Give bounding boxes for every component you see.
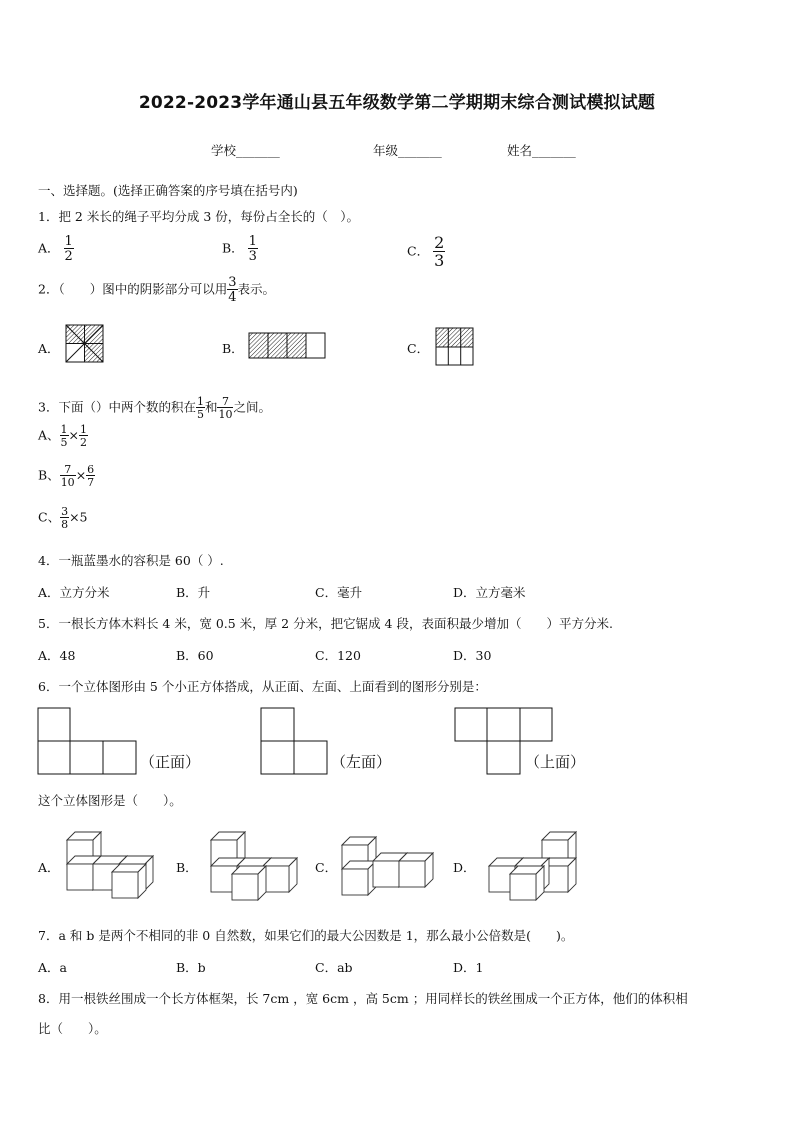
q4-stem: 4．一瓶蓝墨水的容积是 60（ ）. — [38, 553, 224, 568]
option-label: B． — [222, 240, 244, 256]
fraction: $\frac{1}{2}$ — [64, 234, 73, 264]
q7-option-a: A．a — [38, 960, 67, 975]
option-label: C、 — [38, 509, 61, 525]
q5-stem: 5．一根长方体木料长 4 米，宽 0.5 米，厚 2 分米，把它锯成 4 段，表面积最少增加（ ）平方分米. — [38, 616, 613, 631]
operator: ×5 — [69, 509, 88, 525]
q5-option-d: D．30 — [453, 648, 492, 663]
q2-stem-text-end: 表示。 — [237, 281, 276, 297]
q2-option-a-label: A． — [38, 341, 60, 356]
q6-option-d-figure — [489, 832, 576, 900]
q2-option-b-label: B． — [222, 341, 244, 356]
q3-stem-text-end: 之间。 — [233, 399, 271, 415]
q4-option-b: B．升 — [176, 585, 211, 600]
fraction: $\frac{2}{3}$ — [434, 233, 445, 270]
q3-stem-and: 和 — [204, 399, 218, 415]
q6-option-a-figure — [67, 832, 153, 898]
q3-stem-text: 3．下面（）中两个数的积在 — [38, 399, 196, 415]
operator: × — [68, 427, 80, 443]
top-view-label: （上面） — [525, 753, 586, 771]
fraction: $\frac{1}{3}$ — [248, 234, 257, 264]
fraction: $\frac{1}{2}$ — [80, 423, 88, 449]
operator: × — [75, 467, 87, 483]
fraction: $\frac{7}{10}$ — [60, 463, 75, 489]
q7-option-d: D．1 — [453, 960, 484, 975]
q6-option-c-label: C． — [315, 860, 338, 875]
name-field: 姓名_______ — [507, 143, 576, 158]
q7-stem: 7．a 和 b 是两个不相同的非 0 自然数，如果它们的最大公因数是 1，那么最小公倍数是( )。 — [38, 928, 574, 943]
q2-stem-text: 2．（ ）图中的阴影部分可以用 — [38, 281, 228, 297]
q7-option-b: B．b — [176, 960, 206, 975]
q6-option-c-figure — [342, 837, 433, 895]
school-field: 学校_______ — [211, 143, 280, 158]
fraction: $\frac{3}{4}$ — [228, 275, 237, 305]
option-label: B、 — [38, 467, 60, 483]
page-title: 2022-2023学年通山县五年级数学第二学期期末综合测试模拟试题 — [138, 93, 656, 113]
q2-option-c-label: C． — [407, 341, 430, 356]
option-label: C． — [407, 243, 430, 259]
q5-option-b: B．60 — [176, 648, 214, 663]
q6-option-d-label: D． — [453, 860, 476, 875]
left-view-label: （左面） — [331, 753, 392, 771]
fraction: $\frac{3}{8}$ — [61, 505, 69, 531]
q6-option-b-figure — [211, 832, 297, 900]
q1-stem: 1．把 2 米长的绳子平均分成 3 份，每份占全长的（ ）。 — [38, 209, 360, 224]
q8-stem-line2: 比（ ）。 — [38, 1021, 107, 1036]
q6-ask: 这个立体图形是（ ）。 — [38, 793, 182, 808]
q8-stem-line1: 8．用一根铁丝围成一个长方体框架，长 7cm ，宽 6cm ，高 5cm ；用同样长的铁丝围成一个正方体，他们的体积相 — [38, 991, 688, 1006]
option-label: A． — [38, 240, 60, 256]
q4-option-d: D．立方毫米 — [453, 585, 526, 600]
front-view-label: （正面） — [140, 753, 201, 771]
q6-option-b-label: B． — [176, 860, 198, 875]
q5-option-a: A．48 — [38, 648, 76, 663]
q4-option-a: A．立方分米 — [38, 585, 110, 600]
q6-option-a-label: A． — [38, 860, 60, 875]
q7-option-c: C．ab — [315, 960, 353, 975]
grade-field: 年级_______ — [373, 143, 442, 158]
fraction: $\frac{1}{5}$ — [60, 423, 68, 449]
fraction: $\frac{6}{7}$ — [87, 463, 95, 489]
q4-option-c: C．毫升 — [315, 585, 363, 600]
fraction: $\frac{7}{10}$ — [218, 395, 233, 421]
fraction: $\frac{1}{5}$ — [196, 395, 204, 421]
q5-option-c: C．120 — [315, 648, 361, 663]
option-label: A、 — [38, 427, 60, 443]
section-heading: 一、选择题。(选择正确答案的序号填在括号内) — [38, 183, 298, 198]
q6-stem: 6．一个立体图形由 5 个小正方体搭成，从正面、左面、上面看到的图形分别是： — [38, 679, 487, 694]
